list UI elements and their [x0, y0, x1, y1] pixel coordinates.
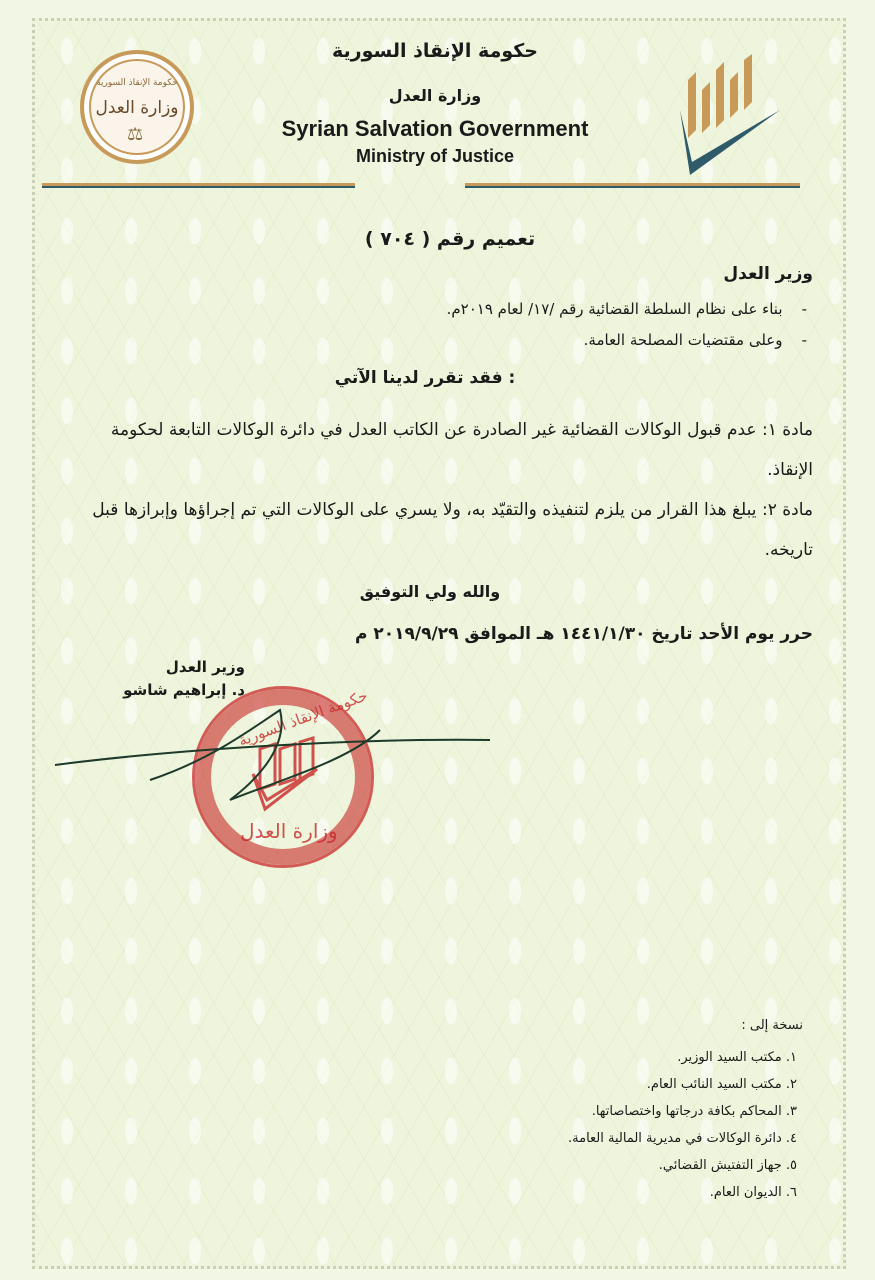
copy-recipient: ٢. مكتب السيد النائب العام.	[646, 1077, 797, 1092]
syria-logo	[668, 50, 788, 180]
header-divider-left	[42, 183, 355, 188]
copies-list	[568, 1044, 797, 1206]
article-label: مادة ١:	[761, 420, 813, 440]
gov-name-ar: حكومة الإنقاذ السورية	[331, 40, 538, 62]
ministry-seal-logo	[80, 50, 194, 164]
copies-heading: نسخة إلى :	[741, 1018, 803, 1033]
ministry-name-ar: وزارة العدل	[388, 86, 482, 105]
preamble-item: - بناء على نظام السلطة القضائية رقم /١٧/ لعام ٢٠١٩م.	[446, 300, 807, 318]
signature-title: وزير العدل	[165, 658, 245, 676]
issuer-title: وزير العدل	[723, 264, 813, 284]
copy-recipient: ٦. الديوان العام.	[709, 1185, 797, 1200]
preamble-text: بناء على نظام السلطة القضائية رقم /١٧/ لعام ٢٠١٩م.	[446, 300, 783, 318]
closing-phrase: والله ولي التوفيق	[359, 582, 501, 601]
copy-recipient: ٥. جهاز التفتيش القضائي.	[658, 1158, 797, 1173]
copy-recipient: ٤. دائرة الوكالات في مديرية المالية العامة.	[568, 1131, 797, 1146]
article-2	[60, 490, 813, 570]
signature-name: د. إبراهيم شاشو	[123, 681, 245, 699]
article-1	[60, 410, 813, 490]
copy-recipient: ٣. المحاكم بكافة درجاتها واختصاصاتها.	[591, 1104, 797, 1119]
ministry-name-en: Ministry of Justice	[355, 146, 515, 166]
article-text: عدم قبول الوكالات القضائية غير الصادرة عن الكاتب العدل في دائرة الوكالات التابعة لحكومة الإنقاذ.	[110, 420, 813, 480]
scales-icon: ⚖	[127, 124, 144, 145]
header-divider-right	[465, 183, 800, 188]
preamble-text: وعلى مقتضيات المصلحة العامة.	[583, 331, 783, 349]
article-text: يبلغ هذا القرار من يلزم لتنفيذه والتقيّد به، ولا يسري على الوكالات التي تم إجراؤها وإبرازها قبل تاريخه.	[92, 500, 813, 560]
stamp-text: وزارة العدل	[240, 819, 338, 843]
article-label: مادة ٢:	[761, 500, 813, 520]
date-line: حرر يوم الأحد تاريخ ١٤٤١/١/٣٠ هـ الموافق ٢٠١٩/٩/٢٩ م	[355, 624, 813, 644]
circular-title: تعميم رقم ( ٧٠٤ )	[364, 228, 536, 250]
preamble-item: - وعلى مقتضيات المصلحة العامة.	[583, 331, 807, 349]
copy-recipient: ١. مكتب السيد الوزير.	[677, 1050, 797, 1065]
seal-text: حكومة الإنقاذ السورية	[96, 78, 178, 88]
handwritten-signature	[50, 690, 500, 810]
gov-name-en: Syrian Salvation Government	[281, 116, 589, 141]
stamp-text: حكومة الإنقاذ السورية	[236, 686, 370, 750]
decision-heading: فقد تقرر لدينا الآتي :	[334, 368, 516, 388]
seal-main-text: وزارة العدل	[95, 98, 179, 118]
